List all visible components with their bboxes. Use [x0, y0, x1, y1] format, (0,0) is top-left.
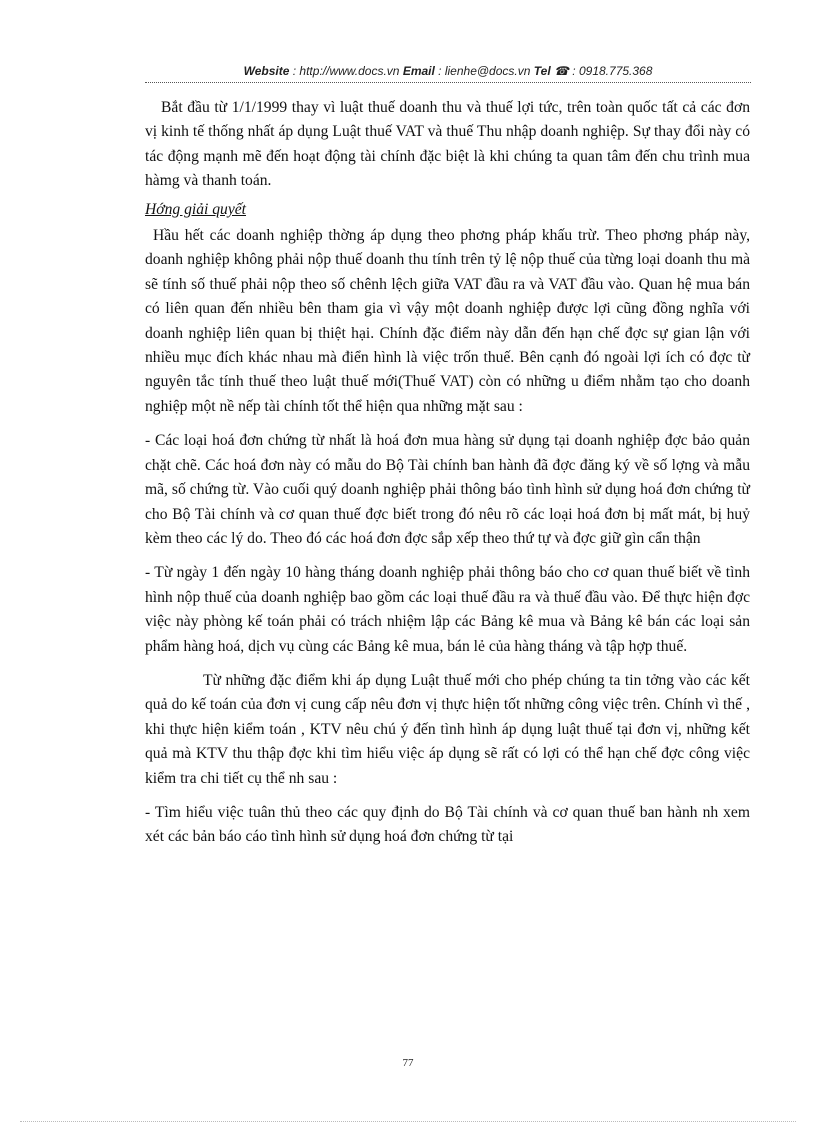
phone-icon: ☎: [554, 64, 569, 78]
bottom-divider: [20, 1121, 796, 1122]
email-sep: :: [434, 64, 445, 78]
body-paragraph-6: - Tìm hiểu việc tuân thủ theo các quy định do Bộ Tài chính và cơ quan thuế ban hành nh xem xét các bản báo cáo tình hình sử dụng hoá đơn chứng từ tại: [145, 803, 750, 846]
body-paragraph-2: Hầu hết các doanh nghiệp thờng áp dụng theo phơng pháp khấu trừ. Theo phơng pháp này, doanh nghiệp không phải nộp thuế doanh thu tính trên tỷ lệ nộp thuế của từng loại doanh thu mà sẽ tính số thuế phải nộp theo số chênh lệch giữa VAT đầu ra và VAT đầu vào. Quan hệ mua bán có liên quan đến nhiều bên tham gia vì vậy một doanh nghiệp được lợi cũng đồng nghĩa với doanh nghiệp liên quan bị thiệt hại. Chính đặc điểm này dẫn đến hạn chế đợc sự gian lận với nhiều mục đích khác nhau mà điển hình là việc trốn thuế. Bên cạnh đó ngoài lợi ích có đợc từ nguyên tắc tính thuế theo luật thuế mới(Thuế VAT) còn có những u điểm nhằm tạo cho doanh nghiệp một nề nếp tài chính tốt thể hiện qua những mặt sau :: [145, 227, 750, 415]
page-header: [145, 64, 751, 78]
page-number: 77: [402, 1057, 414, 1069]
tel-label: Tel: [533, 64, 551, 78]
body-paragraph-3: - Các loại hoá đơn chứng từ nhất là hoá đơn mua hàng sử dụng tại doanh nghiệp đợc bảo quản chặt chẽ. Các hoá đơn này có mẫu do Bộ Tài chính ban hành đã đợc đăng ký về số lợng và mẫu mã, số chứng từ. Vào cuối quý doanh nghiệp phải thông báo tình hình sử dụng hoá đơn chứng từ cho Bộ Tài chính và cơ quan thuế đợc biết trong đó nêu rõ các loại hoá đơn bị mất mát, bị huỷ kèm theo các lý do. Theo đó các hoá đơn đợc sắp xếp theo thứ tự và đợc giữ gìn cẩn thận: [145, 432, 750, 547]
section-heading: Hớng giải quyết: [145, 200, 247, 218]
tel-sep: :: [568, 64, 579, 78]
document-body: [145, 96, 750, 850]
body-paragraph-4: - Từ ngày 1 đến ngày 10 hàng tháng doanh nghiệp phải thông báo cho cơ quan thuế biết về tình hình nộp thuế của doanh nghiệp bao gồm các loại thuế đầu ra và thuế đầu vào. Để thực hiện đợc việc này phòng kế toán phải có trách nhiệm lập các Bảng kê mua và Bảng kê bán các loại sản phẩm hàng hoá, dịch vụ cùng các Bảng kê mua, bán lẻ của hàng tháng và tập hợp thuế.: [145, 564, 750, 655]
email-label: Email: [402, 64, 435, 78]
website-label: Website: [243, 64, 290, 78]
website-sep: :: [289, 64, 300, 78]
email-value: lienhe@docs.vn: [444, 64, 531, 78]
intro-paragraph: Bắt đầu từ 1/1/1999 thay vì luật thuế doanh thu và thuế lợi tức, trên toàn quốc tất cả các đơn vị kinh tế thống nhất áp dụng Luật thuế VAT và thuế Thu nhập doanh nghiệp. Sự thay đổi này có tác động mạnh mẽ đến hoạt động tài chính đặc biệt là khi chúng ta quan tâm đến chu trình mua hàmg và thanh toán.: [145, 99, 750, 190]
website-url: http://www.docs.vn: [299, 64, 400, 78]
header-divider: [145, 82, 751, 83]
tel-value: 0918.775.368: [578, 64, 653, 78]
body-paragraph-5: Từ những đặc điểm khi áp dụng Luật thuế mới cho phép chúng ta tin tởng vào các kết quả do kế toán của đơn vị cung cấp nêu đơn vị thực hiện tốt những công việc trên. Chính vì thế , khi thực hiện kiểm toán , KTV nêu chú ý đến tình hình áp dụng luật thuế tại đơn vị, những kết quả mà KTV thu thập đợc khi tìm hiểu việc áp dụng sẽ rất có lợi có thể hạn chế đợc công việc kiểm tra chi tiết cụ thể nh sau :: [145, 671, 750, 787]
